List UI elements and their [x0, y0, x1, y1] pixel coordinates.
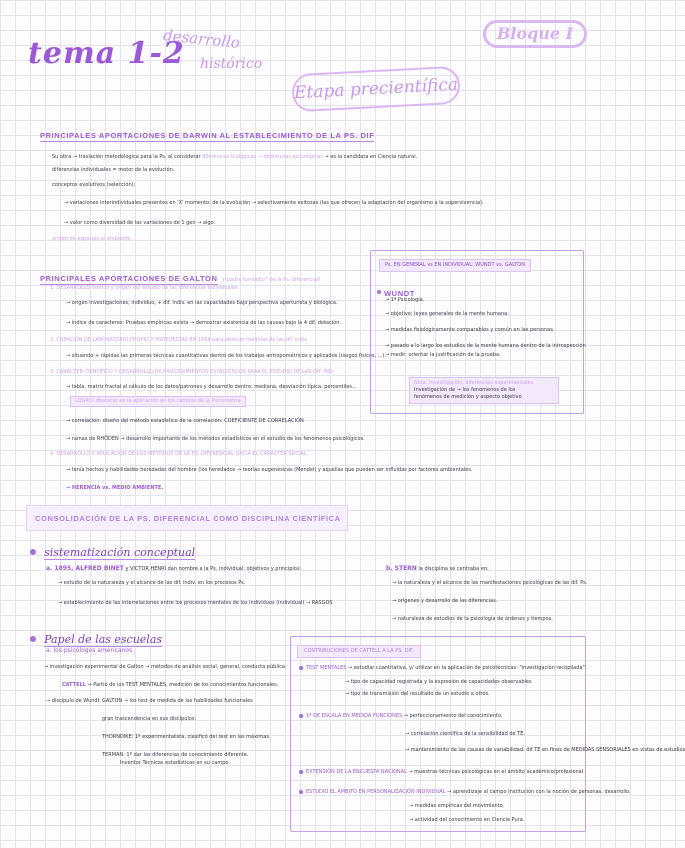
cattell-line-6: → mantenimiento de las causas de variabilidad: dif TE en fines de MEDIDAS SENSORIALES en vistas de estudios	[405, 747, 685, 753]
cattell-label-8: ESTUDIO EL ÁMBITO EN PERSONALIZACIÓN INDIVIDUAL	[306, 789, 446, 795]
galton-item-3c: → correlación: diseño del método estadístico de la correlación: COEFICIENTE DE CORRELACIÓN	[66, 418, 304, 424]
cattell-line-1	[299, 665, 586, 672]
stern-point-2: → orígenes y desarrollo de las diferencias.	[392, 598, 498, 604]
cattell-text: → Partió de los TEST MENTALES, medición de los conocimientos funcionales.	[87, 682, 279, 688]
binet-label: a. 1895, ALFRED BINET	[46, 565, 124, 572]
bullet-icon	[299, 666, 303, 670]
galton-item-2: 2. CREACIÓN DE LABORATORIO PROPIO Y PROPUESTAS EN 1884 para obtener medidas de las dif. indiv.	[50, 337, 309, 343]
galton-heading: PRINCIPALES APORTACIONES DE GALTON	[40, 274, 218, 283]
cattell-line-10: → actividad del conocimiento en Ciencia Pura.	[409, 817, 525, 823]
bullet-icon	[299, 790, 303, 794]
cattell-text-4: → perfeccionamiento del conocimiento.	[403, 713, 503, 719]
bullet-icon	[299, 770, 303, 774]
sistematizacion-heading	[30, 541, 195, 560]
etapa-label: Etapa precientífica	[293, 74, 459, 104]
galton-item-3a: → tabla, matriz fractal al cálculo de los datos/patrones y desarrollo dentro: mediana, desviación típica, percentiles...	[66, 384, 357, 390]
cattell-label-4: 1ª DE ESCALA EN MEDIDA FUNCIONES	[306, 713, 403, 719]
galton-item-1a: → origen investigaciones; individuo, + dif. indiv. en las capacidades bajo perspectiva aperturista y biológica.	[66, 300, 338, 306]
wundt-note	[409, 377, 559, 404]
wundt-note-3: fenómenos de medición y aspecto objetivo	[414, 394, 522, 400]
wundt-line-5: → medir: orientar la justificación de la prueba.	[385, 352, 501, 358]
galton-item-3d: → ramas de RHÖDEN → desarrollo importante de los métodos estadísticos en el estudio de los fenómenos psicológicos.	[66, 436, 365, 442]
cattell-text-7: → muestras técnicas psicológicas en el ámbito académico/profesional.	[408, 769, 585, 775]
escuelas-line-4: gran trascendencia en sus discípulos:	[102, 716, 197, 722]
cattell-label: CATTELL	[62, 682, 86, 688]
escuelas-line-3: GALTON → los test de medida de las habilidades funcionales	[102, 698, 253, 704]
escuelas-title: Papel de las escuelas	[44, 633, 163, 646]
cattell-label-1: TEST MENTALES	[306, 665, 347, 671]
escuelas-line-1: → investigación experimental de Galton → métodos de análisis social, general, conducta pública.	[44, 664, 287, 670]
escuelas-side-note: → discípulo de Wundt	[46, 698, 100, 704]
cattell-line-7	[299, 769, 585, 776]
galton-item-3: 3. CARÁCTER CIENTÍFICO Y DESARROLLO DE PROCEDIMIENTOS ESTADÍSTICOS PARA EL ESTUDIO DE LAS DIF. IND.	[50, 369, 335, 375]
escuelas-line-2	[62, 682, 278, 689]
stern-point-1: → la naturaleza y el alcance de las manifestaciones psicológicas de las dif. Ps.	[392, 580, 588, 586]
cattell-label-7: EXTENSIÓN DE LA ENCUESTA NACIONAL	[306, 769, 407, 775]
darwin-line-1b: diferencias biológicas → diferencias psicológicas	[202, 154, 323, 160]
darwin-line-2: diferencias individuales = motor de la evolución.	[52, 167, 175, 173]
cattell-box	[290, 636, 685, 832]
bullet-icon	[299, 714, 303, 718]
consolidation-title: CONSOLIDACIÓN DE LA PS. DIFERENCIAL COMO DISCIPLINA CIENTÍFICA	[35, 514, 341, 523]
darwin-line-6: origen de especies al ambiente	[52, 236, 131, 242]
cattell-line-3: → tipo de transmisión del resultado de un estudio a otros.	[345, 691, 490, 697]
wundt-banner: Ps. EN GENERAL vs EN INDIVIDUAL: WUNDT vs. GALTON	[379, 259, 531, 272]
consolidation-banner	[26, 505, 348, 531]
tema-title: tema 1-2	[28, 36, 185, 71]
cattell-text-8: → aprendizaje al campo Institución con la noción de personas, desarrollo.	[447, 789, 631, 795]
escuelas-heading	[30, 628, 162, 647]
galton-item-4a: → tenía hechos y habilidades heredadas del hombre (los heredados → teorías eugenésicas (Mendel) y aquellas que pueden ser influidas por factores ambientales.	[66, 467, 473, 473]
galton-subtitle: ("padre fundador" de la Ps. diferencial)	[222, 277, 321, 283]
galton-item-1: 1. DESARROLLO teórico y origen del estudio de las diferencias individuales	[50, 285, 238, 291]
darwin-line-4: → variaciones interindividuales presentes en 'X' momento: de la evolución → selectivamente exitosas (las que ofrecen la adaptación del organismo a la supervivencia).	[64, 200, 484, 206]
cattell-line-8	[299, 789, 631, 796]
bloque-label: Bloque I	[496, 24, 574, 43]
galton-item-2a: → situando + rápidas las primeras técnicas cuantitativas dentro de los trabajos antropométricos y aplicados (rasgos físicos, ...).	[66, 353, 386, 359]
escuelas-subheading: a. los psicólogos americanos	[46, 647, 133, 654]
wundt-line-3: → medidas fisiológicamente comparables y común en las personas.	[385, 327, 555, 333]
cattell-text-1: → estudiar cuantitativa, y/ utilizar en la aplicación de psicotécnicas: "investigación recopilada".	[348, 665, 587, 671]
binet-point-1: → estudio de la naturaleza y el alcance de las dif. indiv. en los procesos Ps.	[58, 580, 246, 586]
stern-line	[386, 565, 489, 573]
galton-item-1b: → índice de caracteres: Pruebas empíricas exista → demostrar existencia de las causas bajo la 4 dif. dotación.	[66, 320, 341, 326]
darwin-line-1a: Su obra → traslación metodológica para la Ps. al considerar	[52, 154, 201, 160]
escuelas-line-6b: Inventor Técnicas estadísticas en su campo.	[120, 760, 230, 766]
bullet-icon	[30, 636, 36, 642]
binet-line	[46, 565, 301, 573]
historico-subtitle: histórico	[200, 56, 263, 72]
desarrollo-subtitle: desarrollo	[162, 26, 241, 52]
wundt-box	[370, 250, 584, 414]
cattell-line-9: → medidas empíricas del movimiento.	[409, 803, 505, 809]
cattell-line-5: → correlación científica de la sensibilidad de TE.	[405, 731, 525, 737]
bullet-icon	[30, 549, 36, 555]
escuelas-line-5: THORNDIKE: 1º experimentalista, clasificó del test en las máximas.	[102, 734, 271, 740]
stern-label: b. STERN	[386, 565, 417, 572]
galton-item-4: 4. DESARROLLO Y APLICACIÓN DE LOS MÉTODOS DE LA PS. DIFERENCIAL HACIA EL CARÁCTER SOCIAL	[50, 451, 307, 457]
stern-rest: la disciplina se centraba en:	[418, 566, 489, 572]
darwin-heading: PRINCIPALES APORTACIONES DE DARWIN AL ESTABLECIMIENTO DE LA PS. DIF	[40, 131, 375, 140]
cattell-line-2: → tipo de capacidad registrada y la expresión de capacidades observables	[345, 679, 532, 685]
binet-rest: y VICTOR HENRI dan nombre a la Ps. individual: objetivos y principios:	[125, 566, 302, 572]
bullet-icon	[377, 290, 381, 294]
wundt-line-4: → pasado a lo largo los estudios de la mente humana dentro de la introspección	[385, 343, 586, 349]
etapa-badge	[291, 66, 461, 113]
cattell-line-4	[299, 713, 502, 720]
wundt-note-1: Nota: investigación, diferencias experimentales	[414, 380, 534, 386]
darwin-line-1c: → es la candidata en Ciencia natural.	[324, 154, 418, 160]
bloque-badge	[483, 20, 587, 48]
galton-item-3b: LOGRO: destacar en la aplicación en los campos de la Psicometría	[70, 396, 246, 407]
sistematizacion-title: sistematización conceptual	[44, 546, 196, 559]
darwin-line-3: conceptos evolutivos (selección):	[52, 182, 136, 188]
darwin-line-5: → valor como diversidad de las variaciones de 1 gen → algo.	[64, 220, 216, 226]
wundt-note-2: Investigación de → los fenómenos de los	[414, 387, 516, 393]
wundt-line-1: → 1ª Psicología.	[385, 297, 425, 303]
galton-item-4b: → HERENCIA vs. MEDIO AMBIENTE.	[66, 485, 164, 491]
escuelas-line-6: TERMAN: 1º dar las diferencias de conocimiento diferente.	[102, 752, 249, 758]
stern-point-3: → naturaleza de estudios de la psicología de órdenes y tiempos.	[392, 616, 553, 622]
darwin-line-1	[52, 154, 417, 161]
binet-point-2: → establecimiento de las interrelaciones entre los procesos mentales de los individuos (individual) → RASGOS	[58, 600, 333, 606]
cattell-box-title: CONTRIBUCIONES DE CATTELL A LA PS. DIF.	[297, 645, 421, 658]
wundt-title: WUNDT	[384, 289, 415, 298]
wundt-line-2: → objetivo: leyes generales de la mente humana.	[385, 311, 509, 317]
galton-heading-row	[40, 266, 320, 285]
